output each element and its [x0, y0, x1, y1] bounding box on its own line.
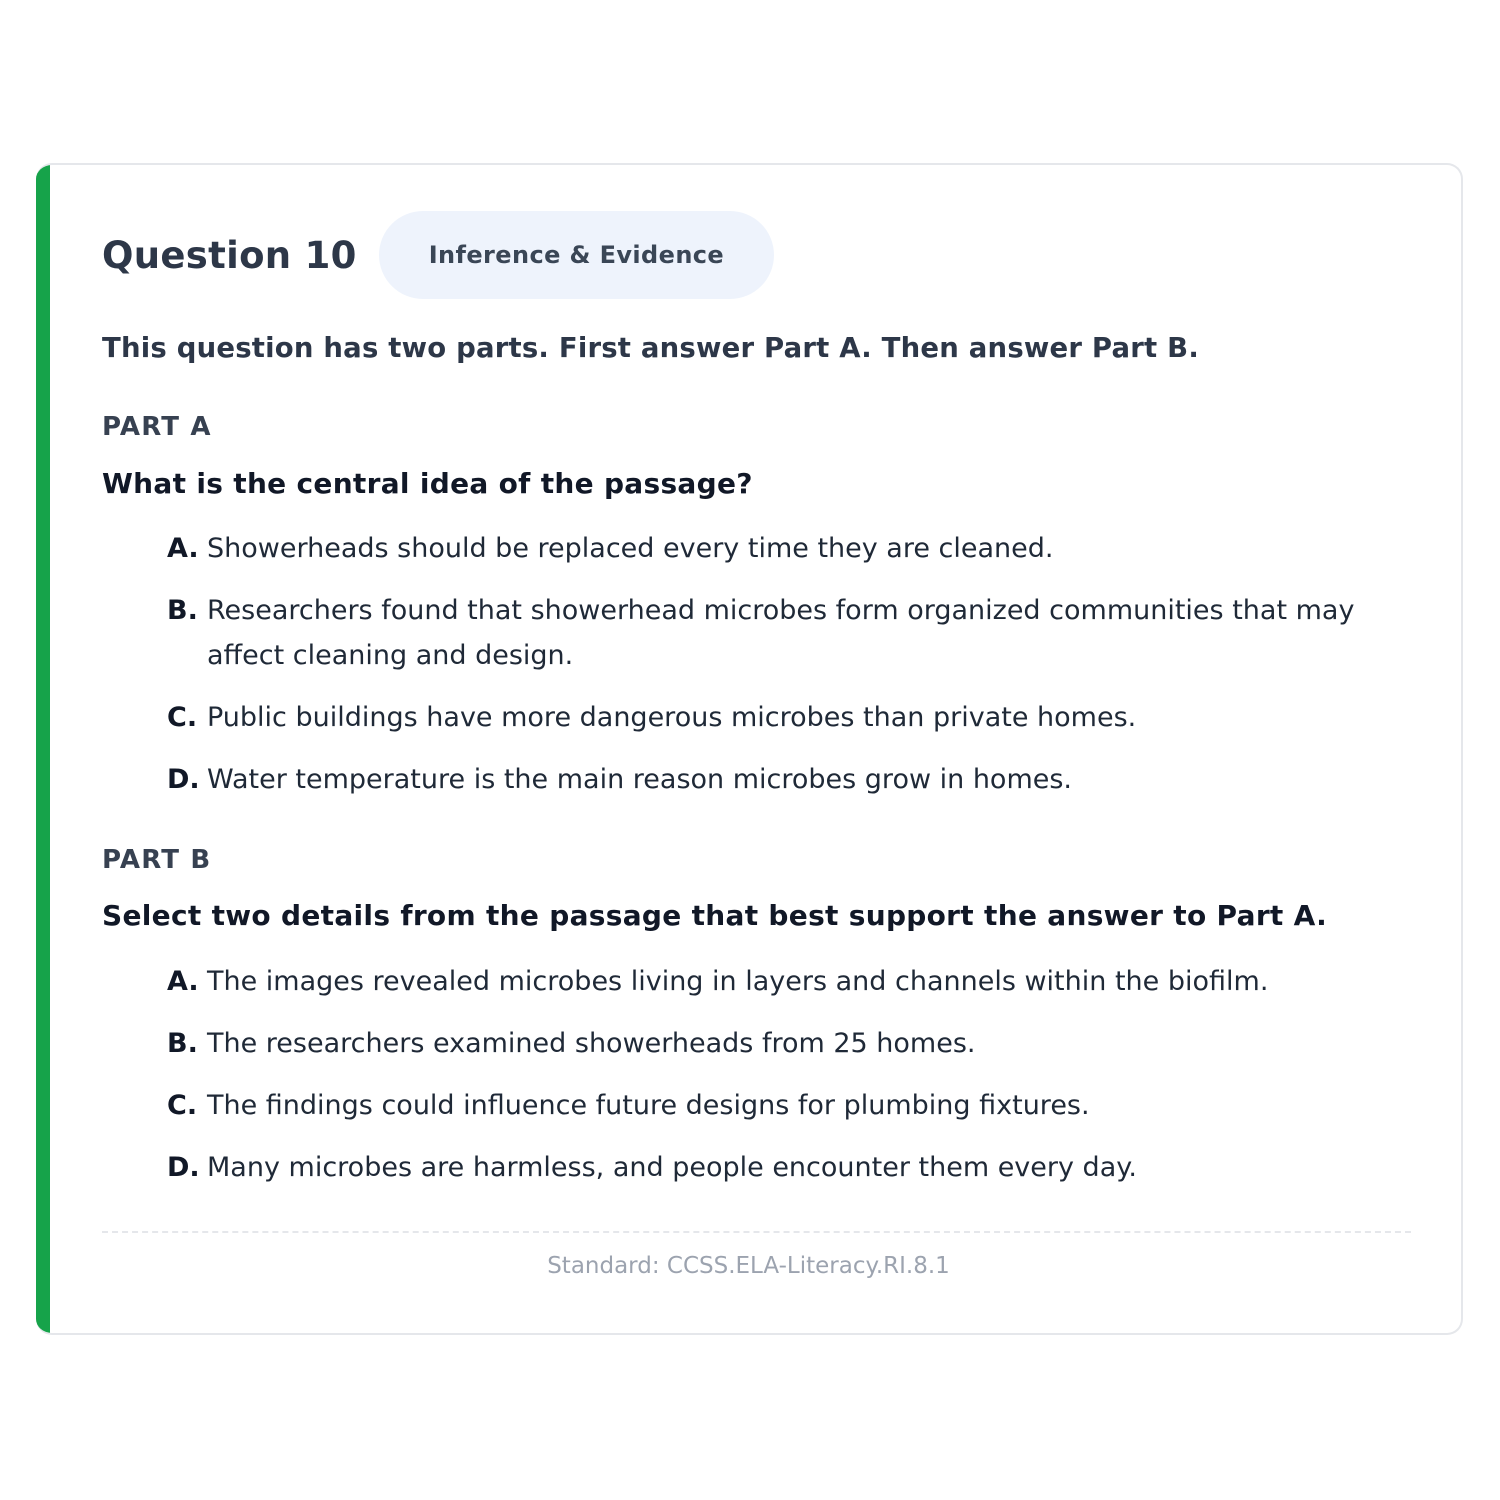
card-accent-bar [36, 165, 50, 1333]
choice-text: The findings could influence future designs for plumbing fixtures. [207, 1090, 1090, 1121]
choice-text: Showerheads should be replaced every time they are cleaned. [207, 533, 1054, 564]
choice-letter: A. [167, 533, 199, 564]
part-b-choice-a[interactable] [167, 959, 1417, 1004]
part-a-prompt: What is the central idea of the passage? [102, 467, 753, 500]
choice-letter: A. [167, 966, 199, 997]
choice-letter: D. [167, 1152, 200, 1183]
part-a-choice-c[interactable] [167, 695, 1417, 740]
part-b-choice-b[interactable] [167, 1021, 1417, 1066]
choice-text: Water temperature is the main reason microbes grow in homes. [207, 764, 1073, 795]
question-card [36, 163, 1463, 1335]
choice-letter: C. [167, 1090, 198, 1121]
choice-letter: B. [167, 1028, 198, 1059]
part-a-label: PART A [102, 412, 212, 442]
choice-letter: C. [167, 702, 198, 733]
choice-text: Public buildings have more dangerous microbes than private homes. [207, 702, 1137, 733]
choice-text: The images revealed microbes living in layers and channels within the biofilm. [207, 966, 1269, 997]
choice-letter: B. [167, 595, 198, 626]
part-a-choice-b[interactable] [167, 588, 1417, 678]
part-b-label: PART B [102, 845, 212, 875]
footer-divider [102, 1231, 1411, 1233]
part-a-choice-d[interactable] [167, 757, 1417, 802]
choice-text: The researchers examined showerheads from 25 homes. [207, 1028, 976, 1059]
part-b-choice-c[interactable] [167, 1083, 1417, 1128]
choice-text: Many microbes are harmless, and people encounter them every day. [207, 1152, 1137, 1183]
question-title: Question 10 [102, 233, 357, 277]
skill-badge: Inference & Evidence [379, 211, 774, 299]
part-a-choices [167, 526, 1417, 819]
choice-letter: D. [167, 764, 200, 795]
part-b-prompt: Select two details from the passage that best support the answer to Part A. [102, 899, 1328, 932]
choice-text: Researchers found that showerhead microbes form organized communities that may affect cleaning and design. [207, 595, 1355, 671]
question-instructions: This question has two parts. First answer Part A. Then answer Part B. [102, 332, 1199, 364]
part-b-choices [167, 959, 1417, 1207]
part-b-choice-d[interactable] [167, 1145, 1417, 1190]
standard-label: Standard: CCSS.ELA-Literacy.RI.8.1 [547, 1253, 950, 1279]
question-header [102, 211, 774, 299]
part-a-choice-a[interactable] [167, 526, 1417, 571]
